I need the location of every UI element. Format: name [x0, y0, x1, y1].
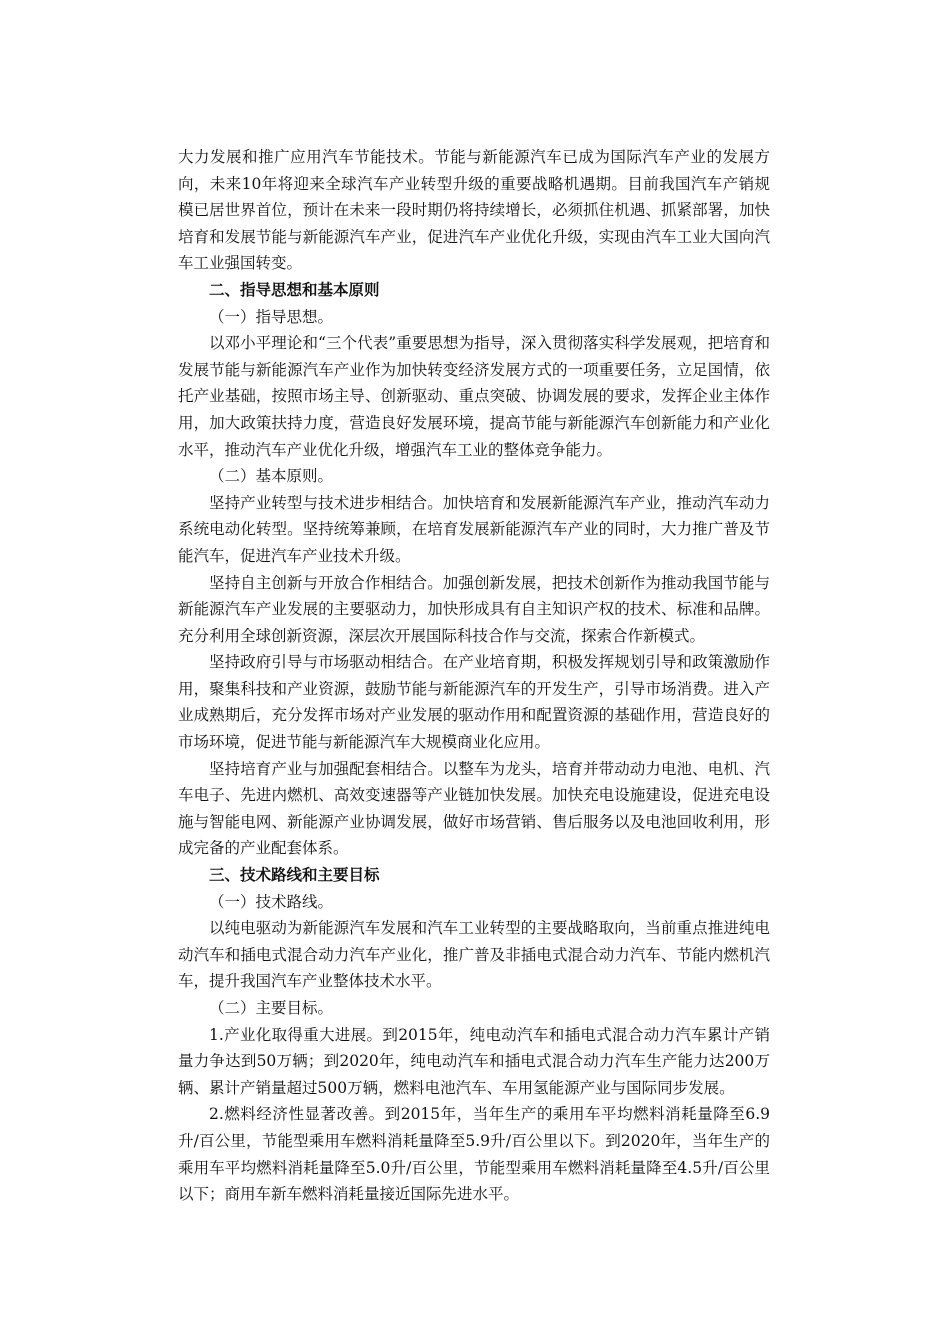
paragraph-tech-route: 以纯电驱动为新能源汽车发展和汽车工业转型的主要战略取向，当前重点推进纯电动汽车和插电式混合动力汽车产业化，推广普及非插电式混合动力汽车、节能内燃机汽车，提升我国汽车产业整体技术水平。 — [178, 919, 770, 991]
paragraph-intro-continued: 大力发展和推广应用汽车节能技术。节能与新能源汽车已成为国际汽车产业的发展方向，未来10年将迎来全球汽车产业转型升级的重要战略机遇期。目前我国汽车产销规模已居世界首位，预计在未来一段时期仍将持续增长，必须抓住机遇、抓紧部署，加快培育和发展节能与新能源汽车产业，促进汽车产业优化升级，实现由汽车工业大国向汽车工业强国转变。 — [178, 148, 770, 273]
paragraph-principle-1: 坚持产业转型与技术进步相结合。加快培育和发展新能源汽车产业，推动汽车动力系统电动化转型。坚持统筹兼顾，在培育发展新能源汽车产业的同时，大力推广普及节能汽车，促进汽车产业技术升级。 — [178, 493, 770, 565]
paragraph-target-1: 1.产业化取得重大进展。到2015年，纯电动汽车和插电式混合动力汽车累计产销量力争达到50万辆；到2020年，纯电动汽车和插电式混合动力汽车生产能力达200万辆、累计产销量超过500万辆，燃料电池汽车、车用氢能源产业与国际同步发展。 — [178, 1025, 770, 1097]
subheading-tech-route: （一）技术路线。 — [209, 892, 334, 911]
paragraph-principle-2: 坚持自主创新与开放合作相结合。加强创新发展，把技术创新作为推动我国节能与新能源汽车产业发展的主要驱动力，加快形成具有自主知识产权的技术、标准和品牌。充分利用全球创新资源，深层次开展国际科技合作与交流，探索合作新模式。 — [178, 573, 770, 645]
subheading-main-targets: （二）主要目标。 — [209, 999, 334, 1017]
section-heading-2: 二、指导思想和基本原则 — [209, 279, 380, 299]
paragraph-principle-3: 坚持政府引导与市场驱动相结合。在产业培育期，积极发挥规划引导和政策激励作用，聚集科技和产业资源，鼓励节能与新能源汽车的开发生产，引导市场消费。进入产业成熟期后，充分发挥市场对产业发展的驱动作用和配置资源的基础作用，营造良好的市场环境，促进节能与新能源汽车大规模商业化应用。 — [178, 653, 770, 752]
paragraph-guiding-thought: 以邓小平理论和“三个代表”重要思想为指导，深入贯彻落实科学发展观，把培育和发展节能与新能源汽车产业作为加快转变经济发展方式的一项重要任务，立足国情，依托产业基础，按照市场主导、创新驱动、重点突破、协调发展的要求，发挥企业主体作用，加大政策扶持力度，营造良好发展环境，提高节能与新能源汽车创新能力和产业化水平，推动汽车产业优化升级，增强汽车工业的整体竞争能力。 — [178, 334, 770, 459]
paragraph-principle-4: 坚持培育产业与加强配套相结合。以整车为龙头，培育并带动动力电池、电机、汽车电子、先进内燃机、高效变速器等产业链加快发展。加快充电设施建设，促进充电设施与智能电网、新能源产业协调发展，做好市场营销、售后服务以及电池回收利用，形成完备的产业配套体系。 — [178, 759, 770, 858]
paragraph-target-2: 2.燃料经济性显著改善。到2015年，当年生产的乘用车平均燃料消耗量降至6.9升/百公里，节能型乘用车燃料消耗量降至5.9升/百公里以下。到2020年，当年生产的乘用车平均燃料消耗量降至5.0升/百公里，节能型乘用车燃料消耗量降至4.5升/百公里以下；商用车新车燃料消耗量接近国际先进水平。 — [178, 1105, 770, 1204]
document-page — [178, 144, 770, 1208]
section-heading-3: 三、技术路线和主要目标 — [209, 865, 380, 885]
subheading-basic-principles: （二）基本原则。 — [209, 467, 334, 486]
subheading-guiding-thought: （一）指导思想。 — [209, 307, 334, 326]
